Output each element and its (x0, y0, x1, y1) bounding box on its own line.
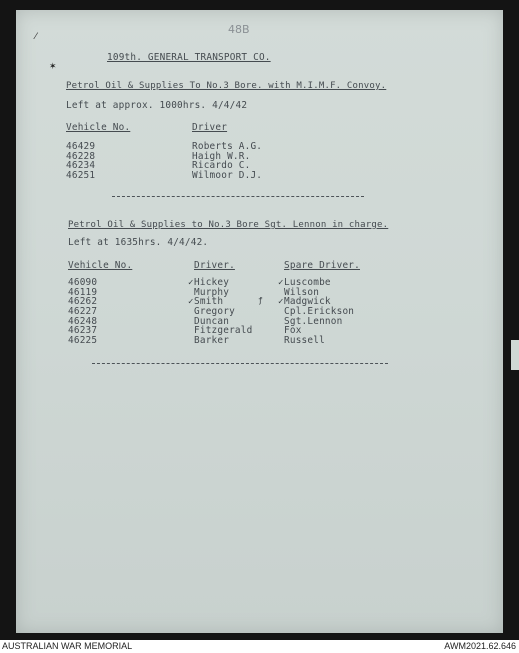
spare-driver-name: Wilson (284, 286, 320, 298)
section2-spare-driver-header: Spare Driver. (284, 260, 360, 271)
vehicle-number: 46119 (68, 286, 98, 298)
vehicle-number: 46225 (68, 335, 98, 347)
driver-name: Gregory (194, 306, 235, 318)
tick-mark-icon: ✓ (188, 297, 194, 307)
divider-line (112, 196, 364, 197)
spare-driver-name: Fox (284, 325, 302, 337)
driver-name: Murphy (194, 286, 230, 298)
spare-driver-name: Sgt.Lennon (284, 315, 343, 327)
vehicle-number: 46237 (68, 325, 98, 337)
footer-accession-number: AWM2021.62.646 (444, 641, 516, 651)
section2-spare-driver-list (284, 278, 354, 346)
section1-driver-header: Driver (192, 122, 228, 133)
section2-heading: Petrol Oil & Supplies to No.3 Bore Sgt. Lennon in charge. (68, 220, 389, 230)
tick-mark-icon: ✓ (188, 278, 194, 288)
pin-mark-icon: ✶ (49, 62, 57, 72)
section2-departure: Left at 1635hrs. 4/4/42. (68, 237, 209, 248)
section1-departure: Left at approx. 1000hrs. 4/4/42 (66, 100, 248, 111)
driver-name: Wilmoor D.J. (192, 170, 263, 182)
vehicle-number: 46248 (68, 315, 98, 327)
driver-name: Ricardo C. (192, 160, 251, 172)
driver-name: Roberts A.G. (192, 141, 263, 152)
driver-name: Smith (194, 296, 224, 308)
section1-driver-list (192, 142, 262, 181)
vehicle-number: 46090 (68, 277, 98, 288)
footer-institution: AUSTRALIAN WAR MEMORIAL (2, 641, 133, 651)
driver-name: Duncan (194, 315, 230, 327)
torn-edge (511, 340, 519, 370)
section1-vehicle-list (66, 142, 95, 181)
vehicle-number: 46227 (68, 306, 98, 318)
tick-mark-icon: ✓ (278, 278, 284, 288)
driver-name: Hickey (194, 277, 230, 288)
vehicle-number: 46228 (66, 150, 96, 162)
vehicle-number: 46234 (66, 160, 96, 172)
document-title: 109th. GENERAL TRANSPORT CO. (107, 52, 271, 63)
archive-footer (0, 640, 519, 653)
document-page (16, 10, 503, 633)
vehicle-number: 46429 (66, 141, 96, 152)
section2-driver-header: Driver. (194, 260, 235, 271)
driver-name: Fitzgerald (194, 325, 253, 337)
section2-vehicle-header: Vehicle No. (68, 260, 133, 271)
spare-driver-name: Luscombe (284, 277, 331, 288)
divider-line (92, 363, 388, 364)
driver-name: Barker (194, 335, 230, 347)
spare-driver-name: Cpl.Erickson (284, 306, 355, 318)
tick-mark-icon: ✓ (278, 297, 284, 307)
pencil-annotation: 48B (228, 23, 250, 36)
section1-heading: Petrol Oil & Supplies To No.3 Bore. with M.I.M.F. Convoy. (66, 81, 387, 91)
vehicle-number: 46251 (66, 170, 96, 182)
spare-driver-name: Madgwick (284, 296, 331, 308)
spare-driver-name: Russell (284, 335, 325, 347)
pencil-mark-icon: ƒ (258, 296, 263, 305)
section2-driver-list (194, 278, 252, 346)
driver-name: Haigh W.R. (192, 150, 251, 162)
section1-vehicle-header: Vehicle No. (66, 122, 131, 133)
section2-vehicle-list (68, 278, 97, 346)
vehicle-number: 46262 (68, 296, 98, 308)
pencil-stroke-icon: ⁄ (35, 32, 37, 42)
